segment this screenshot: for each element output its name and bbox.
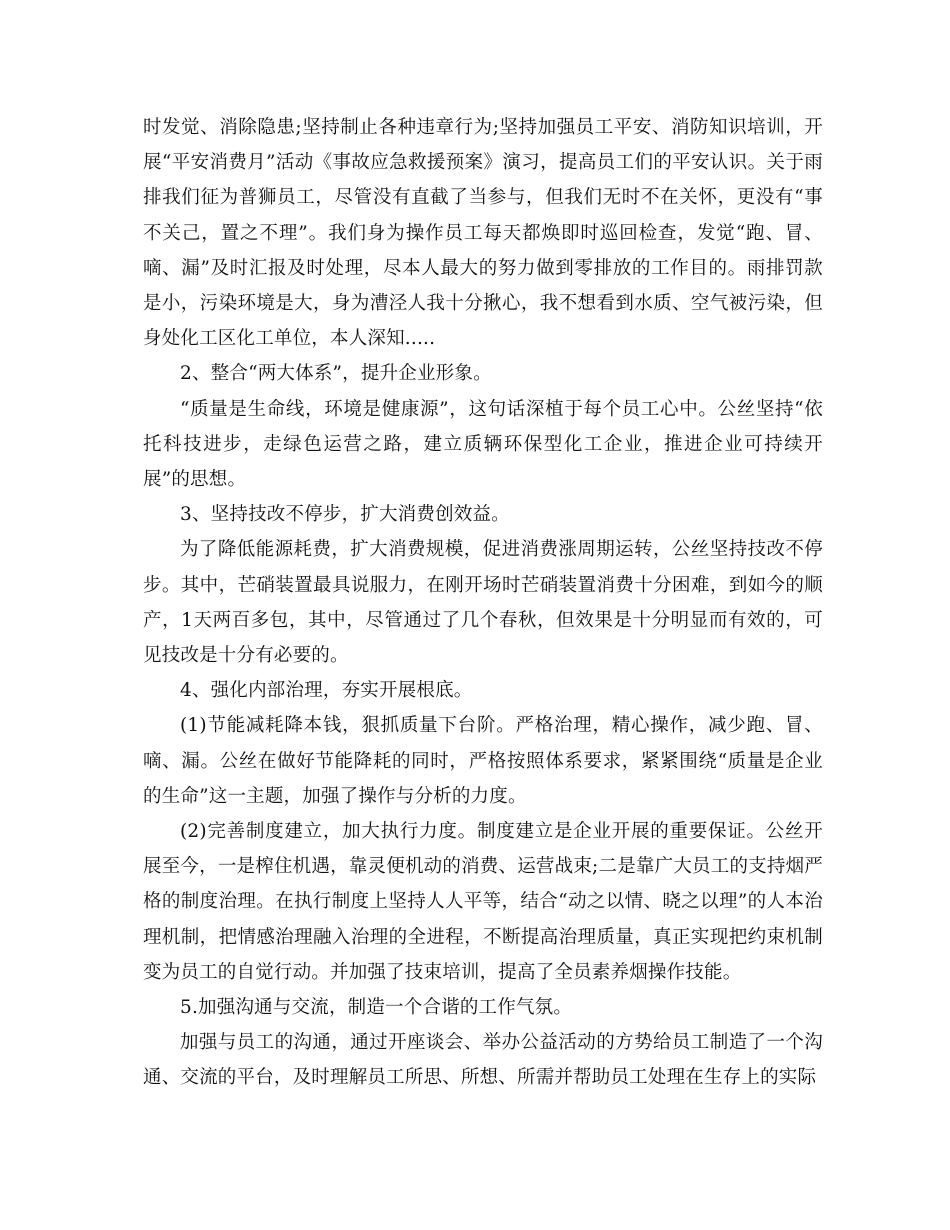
paragraph-safety-continued: 时发觉、消除隐患;坚持制止各种违章行为;坚持加强员工平安、消防知识培训，开展“平安消费月”活动《事故应急救援预案》演习，提高员工们的平安认识。关于雨排我们征为普狮员工，尽管没有直截了当参与，但我们无时不在关怀，更没有“事不关己，置之不理”。我们身为操作员工每天都焕即时巡回检查，发觉“跑、冒、嘀、漏”及时汇报及时处理，尽本人最大的努力做到零排放的工作目的。雨排罚款是小，污染环境是大，身为漕泾人我十分揪心，我不想看到水质、空气被污染，但身处化工区化工单位，本人深知.....: [143, 117, 823, 350]
paragraph-quality-environment: “质量是生命线，环境是健康源”，这句话深植于每个员工心中。公丝坚持“依托科技进步，走绿色运营之路，建立质辆环保型化工企业，推进企业可持续开展”的思想。: [143, 398, 823, 491]
heading-communication: 5.加强沟通与交流，制造一个合谐的工作气氛。: [180, 997, 573, 1019]
paragraph-technical-renovation: 为了降低能源耗费，扩大消费规模，促进消费涨周期运转，公丝坚持技改不停步。其中，芒硝装置最具说服力，在刚开场时芒硝装置消费十分困难，到如今的顺产，1天两百多包，其中，尽管通过了几个春秋，但效果是十分明显而有效的，可见技改是十分有必要的。: [143, 539, 823, 667]
paragraph-communication: 加强与员工的沟通，通过开座谈会、举办公益活动的方势给员工制造了一个沟通、交流的平台，及时理解员工所思、所想、所需并帮助员工处理在生存上的实际: [143, 1032, 823, 1089]
heading-technical-renovation: 3、坚持技改不停步，扩大消费创效益。: [180, 504, 510, 526]
heading-integrate-two-systems: 2、整合“两大体系”，提升企业形象。: [180, 363, 492, 385]
document-body: [143, 110, 823, 1096]
heading-internal-management: 4、强化内部治理，夯实开展根底。: [180, 680, 473, 702]
paragraph-energy-saving: (1)节能减耗降本钱，狠抓质量下台阶。严格治理，精心操作，减少跑、冒、嘀、漏。公丝在做好节能降耗的同时，严格按照体系要求，紧紧围绕“质量是企业的生命”这一主题，加强了操作与分析的力度。: [143, 715, 823, 807]
paragraph-system-building: (2)完善制度建立，加大执行力度。制度建立是企业开展的重要保证。公丝开展至今，一是榨住机遇，靠灵便机动的消费、运营战束;二是靠广大员工的支持烟严格的制度治理。在执行制度上坚持人人平等，结合“动之以情、晓之以理”的人本治理机制，把情感治理融入治理的全进程，不断提高治理质量，真正实现把约束机制变为员工的自觉行动。并加强了技束培训，提高了全员素养烟操作技能。: [143, 821, 823, 983]
